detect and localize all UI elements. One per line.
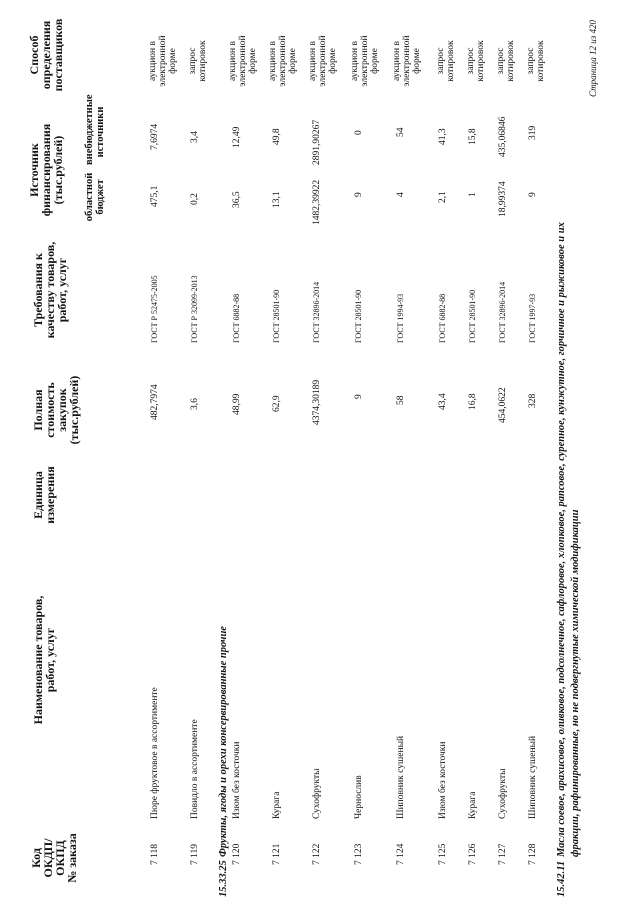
cell-offbudget: 54 [396,127,406,137]
cell-offbudget: 15,8 [468,128,478,145]
cell-regional: 36,5 [232,191,242,208]
cell-requirements: ГОСТ 28501-90 [354,289,363,343]
cell-method: аукцион в электронной форме [148,35,178,87]
cell-regional: 13,1 [272,191,282,208]
cell-requirements: ГОСТ Р 32099-2013 [190,275,199,343]
header-cost-line: Полная [31,389,45,431]
header-name-line: работ, услуг [43,627,57,693]
section-code: 15.42.11 [556,860,567,897]
cell-num: 7 119 [190,843,200,865]
header-fin-offbudget [84,94,106,165]
header-fin-offbudget-line: внебюджетные [84,94,95,165]
header-code [30,823,78,893]
cell-name: Пюре фруктовое в ассортименте [150,687,160,819]
cell-regional: 1 [468,192,478,197]
table-row [392,0,422,905]
header-fin-regional-line: бюджет [95,179,106,215]
header-fin-regional [84,167,106,227]
header-requirements [32,235,68,345]
header-fin-line: Источник [27,143,41,197]
header-financing [28,115,64,225]
cell-cost: 328 [528,393,538,408]
header-cost-line: закупок [55,388,69,432]
cell-name: Чернослив [354,775,364,819]
header-unit-line: измерения [43,466,57,524]
cell-offbudget: 49,8 [272,128,282,145]
cell-offbudget: 2891,90267 [312,119,322,165]
cell-offbudget: 7,6974 [150,123,160,150]
cell-regional: 9 [354,192,364,197]
cell-regional: 2,1 [438,191,448,203]
table-row [190,0,210,905]
header-req-line: Требования к [31,253,45,327]
section-title-line-2: фракции, рафинированные, но не подвергнутые химической модификации [570,509,581,857]
cell-requirements: ГОСТ 28501-90 [272,289,281,343]
cell-offbudget: 41,3 [438,128,448,145]
header-fin-line: (тыс.рублей) [51,135,65,205]
cell-cost: 62,9 [272,395,282,412]
table-row [528,0,548,905]
table-row [308,0,338,905]
cell-regional: 4 [396,192,406,197]
table-row [268,0,298,905]
header-fin-line: финансирования [39,123,53,217]
cell-method: запрос котировок [466,40,486,82]
cell-num: 7 127 [498,843,508,865]
cell-requirements: ГОСТ 1994-93 [396,293,405,343]
header-code-line: Код [29,848,43,868]
cell-num: 7 118 [150,843,160,865]
cell-method: аукцион в электронной форме [350,35,380,87]
header-cost-line: стоимость [43,382,57,438]
cell-method: аукцион в электронной форме [308,35,338,87]
cell-requirements: ГОСТ 6882-88 [438,293,447,343]
cell-cost: 9 [354,394,364,399]
header-req-line: работ, услуг [55,257,69,323]
cell-offbudget: 0 [354,130,364,135]
section-title: Масла соевое, арахисовое, оливковое, подсолнечное, сафлоровое, хлопковое, рапсовое, сурепное, кунжутное, горчичное и рыжиковое и их [556,222,567,857]
cell-name: Сухофрукты [498,768,508,819]
section-code: 15.33.25 [218,860,229,897]
cell-num: 7 121 [272,843,282,865]
cell-cost: 48,99 [232,393,242,415]
cell-method: аукцион в электронной форме [268,35,298,87]
cell-num: 7 125 [438,843,448,865]
table-row [438,0,458,905]
cell-name: Изюм без косточки [438,741,448,819]
cell-name: Шиповник сушеный [396,735,406,819]
cell-method: аукцион в электронной форме [392,35,422,87]
cell-regional: 1482,39922 [312,179,322,225]
table-row [350,0,380,905]
cell-num: 7 122 [312,843,322,865]
cell-method: запрос котировок [496,40,516,82]
cell-cost: 58 [396,395,406,405]
cell-num: 7 123 [354,843,364,865]
table-row [468,0,488,905]
page-number: Страница 12 из 420 [588,20,598,97]
cell-num: 7 128 [528,843,538,865]
cell-offbudget: 3,4 [190,131,200,143]
header-cost [32,365,80,455]
header-name-line: Наименование товаров, [31,595,45,725]
cell-regional: 18,99374 [498,181,508,217]
cell-regional: 0,2 [190,193,200,205]
cell-name: Изюм без косточки [232,741,242,819]
cell-requirements: ГОСТ 32896-2014 [312,281,321,343]
header-req-line: качеству товаров, [43,241,57,339]
section-title: Фрукты, ягоды и орехи консервированные прочие [218,626,229,857]
cell-cost: 3,6 [190,398,200,410]
header-cost-line: (тыс.рублей) [67,375,81,445]
cell-requirements: ГОСТ 28501-90 [468,289,477,343]
header-method-line: поставщиков [51,18,65,92]
cell-cost: 16,8 [468,393,478,410]
cell-name: Курага [272,791,282,819]
cell-requirements: ГОСТ Р 52475-2005 [150,275,159,343]
table-row [148,0,178,905]
header-method-line: определения [39,20,53,90]
cell-cost: 482,7974 [150,384,160,420]
cell-offbudget: 319 [528,125,538,140]
cell-name: Повидло в ассортименте [190,719,200,819]
table-row [498,0,518,905]
header-code-line: ОКДП/ [41,838,55,878]
cell-num: 7 120 [232,843,242,865]
header-fin-regional-line: областной [84,172,95,222]
cell-name: Шиповник сушеный [528,735,538,819]
cell-cost: 43,4 [438,393,448,410]
cell-name: Сухофрукты [312,768,322,819]
cell-offbudget: 12,49 [232,126,242,148]
header-fin-offbudget-line: источники [95,106,106,158]
cell-cost: 454,0622 [498,387,508,423]
cell-name: Курага [468,791,478,819]
header-name [32,555,56,765]
cell-cost: 4374,30189 [312,379,322,425]
cell-method: запрос котировок [188,40,208,82]
cell-requirements: ГОСТ 32896-2014 [498,281,507,343]
header-method-line: Способ [27,35,41,75]
cell-offbudget: 435,06846 [498,116,508,157]
header-method [28,5,64,105]
cell-requirements: ГОСТ 6882-88 [232,293,241,343]
cell-num: 7 124 [396,843,406,865]
cell-method: аукцион в электронной форме [228,35,258,87]
cell-method: запрос котировок [526,40,546,82]
cell-method: запрос котировок [436,40,456,82]
table-row [228,0,258,905]
cell-regional: 9 [528,192,538,197]
header-unit [32,460,56,530]
cell-requirements: ГОСТ 1997-93 [528,293,537,343]
header-code-line: ОКПД [53,840,67,876]
header-code-line: № заказа [65,833,79,883]
header-unit-line: Единица [31,471,45,519]
cell-regional: 475,1 [150,185,160,207]
cell-num: 7 126 [468,843,478,865]
